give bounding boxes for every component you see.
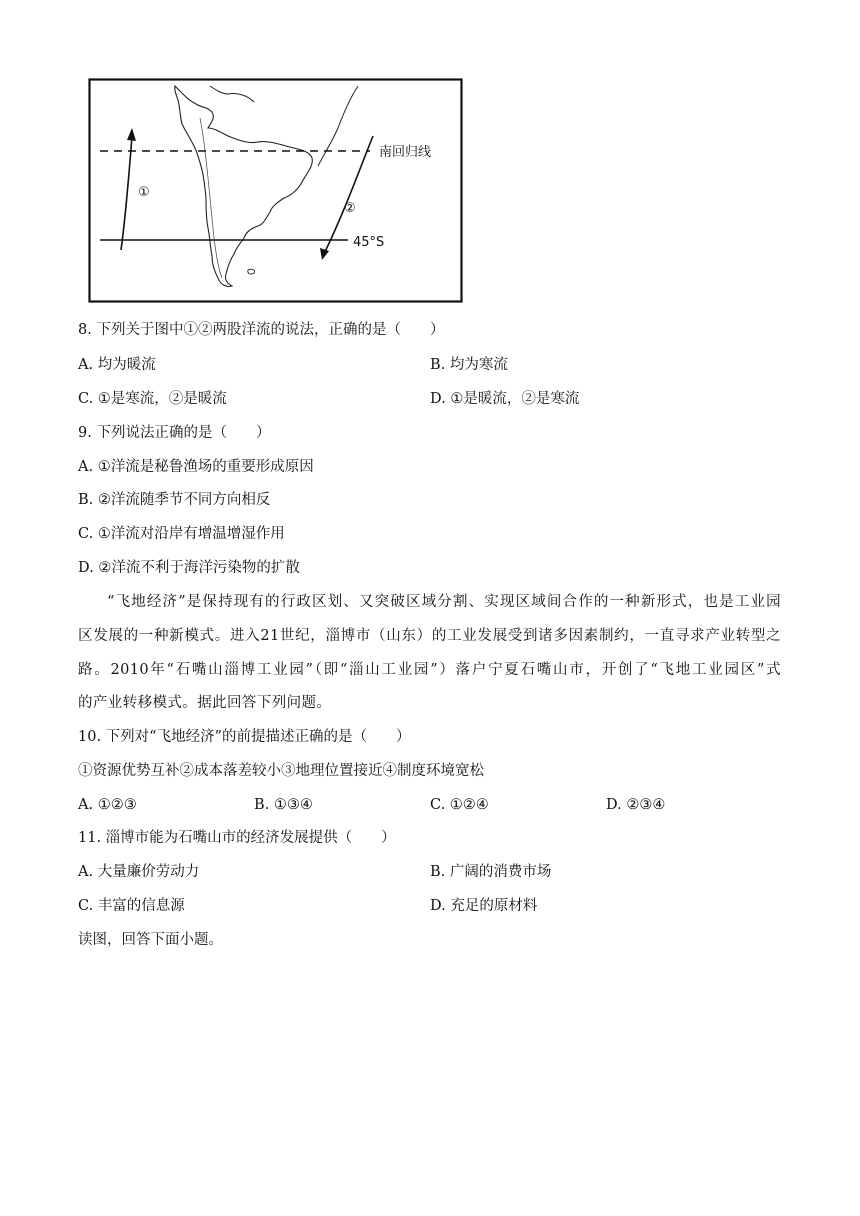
lat-45s-label: 45°S (353, 235, 385, 250)
passage-line-3: 路。2010年“石嘴山淄博工业园”（即“淄山工业园”）落户宁夏石嘴山市，开创了“飞地工业园区”式 (78, 662, 781, 678)
q10-option-d[interactable]: D. ②③④ (606, 797, 666, 813)
passage-line-2: 区发展的一种新模式。进入21世纪，淄博市（山东）的工业发展受到诸多因素制约，一直寻求产业转型之 (78, 628, 781, 644)
current-2-label: ② (344, 201, 356, 216)
q9-option-c[interactable]: C. ①洋流对沿岸有增温增湿作用 (78, 526, 285, 542)
q10-stem: 10. 下列对“飞地经济”的前提描述正确的是（ ） (78, 729, 411, 745)
q11-option-d[interactable]: D. 充足的原材料 (430, 898, 538, 914)
tropic-label: 南回归线 (379, 145, 432, 160)
q11-option-c[interactable]: C. 丰富的信息源 (78, 898, 185, 914)
south-america-currents-map (88, 78, 463, 303)
q9-option-a[interactable]: A. ①洋流是秘鲁渔场的重要形成原因 (78, 459, 314, 475)
q8-option-c[interactable]: C. ①是寒流，②是暖流 (78, 391, 227, 407)
q8-option-d[interactable]: D. ①是暖流，②是寒流 (430, 391, 580, 407)
q10-option-a[interactable]: A. ①②③ (78, 797, 137, 813)
q10-option-b[interactable]: B. ①③④ (254, 797, 313, 813)
q10-option-c[interactable]: C. ①②④ (430, 797, 489, 813)
q11-stem: 11. 淄博市能为石嘴山市的经济发展提供（ ） (78, 830, 396, 846)
instruction-text: 读图，回答下面小题。 (78, 932, 223, 948)
q8-option-b[interactable]: B. 均为寒流 (430, 357, 508, 373)
current-1-label: ① (138, 185, 150, 200)
passage-line-1: “飞地经济”是保持现有的行政区划、又突破区域分割、实现区域间合作的一种新形式，也是工业园 (107, 594, 781, 610)
passage-line-4: 的产业转移模式。据此回答下列问题。 (78, 695, 332, 711)
q9-option-b[interactable]: B. ②洋流随季节不同方向相反 (78, 492, 271, 508)
q11-option-a[interactable]: A. 大量廉价劳动力 (78, 864, 200, 880)
q9-stem: 9. 下列说法正确的是（ ） (78, 425, 271, 441)
q11-option-b[interactable]: B. 广阔的消费市场 (430, 864, 552, 880)
q8-stem: 8. 下列关于图中①②两股洋流的说法，正确的是（ ） (78, 322, 445, 338)
q8-option-a[interactable]: A. 均为暖流 (78, 357, 156, 373)
q10-items: ①资源优势互补②成本落差较小③地理位置接近④制度环境宽松 (78, 763, 484, 779)
q9-option-d[interactable]: D. ②洋流不利于海洋污染物的扩散 (78, 560, 300, 576)
